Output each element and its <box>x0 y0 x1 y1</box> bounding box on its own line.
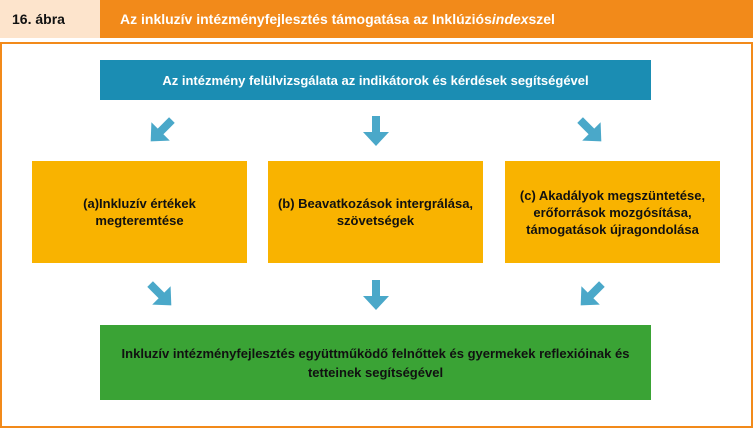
arrow-down-left-icon <box>571 275 611 315</box>
review-box: Az intézmény felülvizsgálata az indikátorok és kérdések segítségével <box>100 60 651 100</box>
barriers-box: (c) Akadályok megszüntetése, erőforrások mozgósítása, támogatások újragondolása <box>505 161 720 263</box>
arrow-down-right-icon <box>141 275 181 315</box>
arrow-down-left-icon <box>141 111 181 151</box>
figure-title-italic: index <box>491 11 529 27</box>
figure-number: 16. ábra <box>0 0 100 38</box>
figure-title-pre: Az inkluzív intézményfejlesztés támogatása az Inklúziós <box>120 11 492 27</box>
arrow-down-icon <box>363 116 389 146</box>
values-box: (a)Inkluzív értékek megteremtése <box>32 161 247 263</box>
development-box: Inkluzív intézményfejlesztés együttműködő felnőttek és gyermekek reflexióinak és tetteinek segítségével <box>100 325 651 400</box>
arrow-down-icon <box>363 280 389 310</box>
arrow-down-right-icon <box>571 111 611 151</box>
interventions-box: (b) Beavatkozások intergrálása, szövetségek <box>268 161 483 263</box>
figure-title-post: szel <box>528 11 555 27</box>
